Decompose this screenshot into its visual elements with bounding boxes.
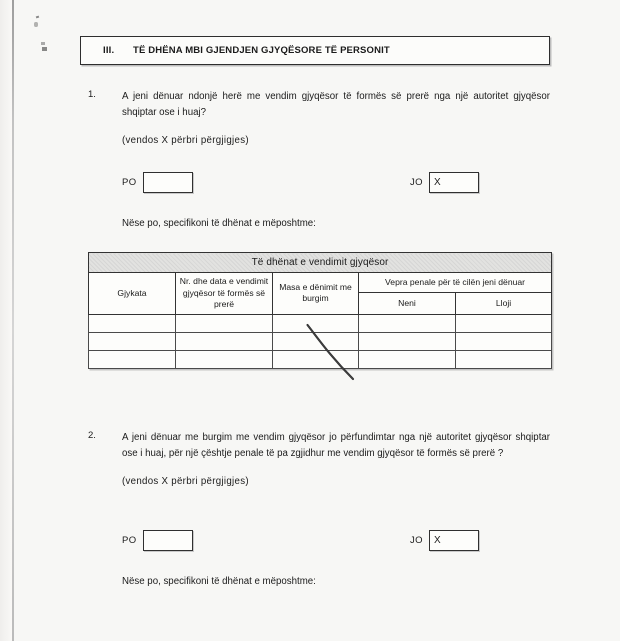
table-row[interactable]	[89, 314, 552, 332]
question-2-number: 2.	[88, 430, 96, 441]
cell-court[interactable]	[89, 350, 176, 368]
question-1-hint: (vendos X përbri përgjigjes)	[122, 135, 249, 146]
question-1-number: 1.	[88, 89, 96, 100]
question-2	[88, 430, 558, 489]
answer-group-po-2	[122, 530, 193, 551]
scan-speck	[36, 16, 39, 19]
answer-label-po-2: PO	[122, 535, 137, 546]
cell-article[interactable]	[359, 314, 456, 332]
cell-kind[interactable]	[456, 332, 552, 350]
table-header-sentence: Masa e dënimit me burgim	[273, 273, 359, 315]
cell-sentence[interactable]	[273, 314, 359, 332]
follow-up-note-2: Nëse po, specifikoni të dhënat e mëposhtme:	[122, 576, 316, 587]
answer-row-question-1	[88, 172, 558, 196]
section-header	[80, 36, 550, 65]
table-header-decision: Nr. dhe data e vendimit gjyqësor të formës së prerë	[176, 273, 273, 315]
table-title-row	[89, 253, 552, 273]
question-1	[88, 89, 558, 148]
judicial-record-table	[88, 252, 552, 369]
table-row[interactable]	[89, 332, 552, 350]
scan-speck	[34, 22, 38, 27]
answer-group-jo-2	[410, 530, 479, 551]
cell-kind[interactable]	[456, 350, 552, 368]
question-2-text: A jeni dënuar me burgim me vendim gjyqësor jo përfundimtar nga një autoritet gjyqësor shqiptar ose i huaj, për një çështje penale të pa zgjidhur me vendim gjyqësor të formës së prerë ?	[122, 432, 550, 459]
table-header-offence-group: Vepra penale për të cilën jeni dënuar	[359, 273, 552, 293]
cell-article[interactable]	[359, 350, 456, 368]
answer-row-question-2	[88, 530, 558, 554]
cell-article[interactable]	[359, 332, 456, 350]
question-1-text: A jeni dënuar ndonjë herë me vendim gjyqësor të formës së prerë nga një autoritet gjyqësor shqiptar ose i huaj?	[122, 91, 550, 118]
answer-checkbox-po-1[interactable]	[143, 172, 193, 193]
section-title: TË DHËNA MBI GJENDJEN GJYQËSORE TË PERSONIT	[133, 45, 390, 56]
answer-label-po-1: PO	[122, 177, 137, 188]
cell-decision[interactable]	[176, 350, 273, 368]
table-title: Të dhënat e vendimit gjyqësor	[89, 253, 552, 273]
cell-court[interactable]	[89, 314, 176, 332]
cell-kind[interactable]	[456, 314, 552, 332]
section-number: III.	[103, 45, 115, 56]
cell-sentence[interactable]	[273, 350, 359, 368]
table-header-kind: Lloji	[456, 293, 552, 314]
answer-checkbox-jo-2[interactable]: X	[429, 530, 479, 551]
scan-speck	[42, 47, 47, 51]
answer-checkbox-jo-1[interactable]: X	[429, 172, 479, 193]
scan-edge-line	[12, 0, 14, 641]
question-2-hint: (vendos X përbri përgjigjes)	[122, 476, 249, 487]
cell-decision[interactable]	[176, 332, 273, 350]
answer-label-jo-2: JO	[410, 535, 423, 546]
cell-decision[interactable]	[176, 314, 273, 332]
answer-group-jo-1	[410, 172, 479, 193]
answer-group-po-1	[122, 172, 193, 193]
follow-up-note-1: Nëse po, specifikoni të dhënat e mëposhtme:	[122, 218, 316, 229]
cell-court[interactable]	[89, 332, 176, 350]
scan-edge-shadow	[0, 0, 12, 641]
table-header-article: Neni	[359, 293, 456, 314]
table-row[interactable]	[89, 350, 552, 368]
table-header-court: Gjykata	[89, 273, 176, 315]
answer-label-jo-1: JO	[410, 177, 423, 188]
scan-speck	[41, 42, 45, 45]
answer-checkbox-po-2[interactable]	[143, 530, 193, 551]
cell-sentence[interactable]	[273, 332, 359, 350]
table-header-row-1	[89, 273, 552, 293]
